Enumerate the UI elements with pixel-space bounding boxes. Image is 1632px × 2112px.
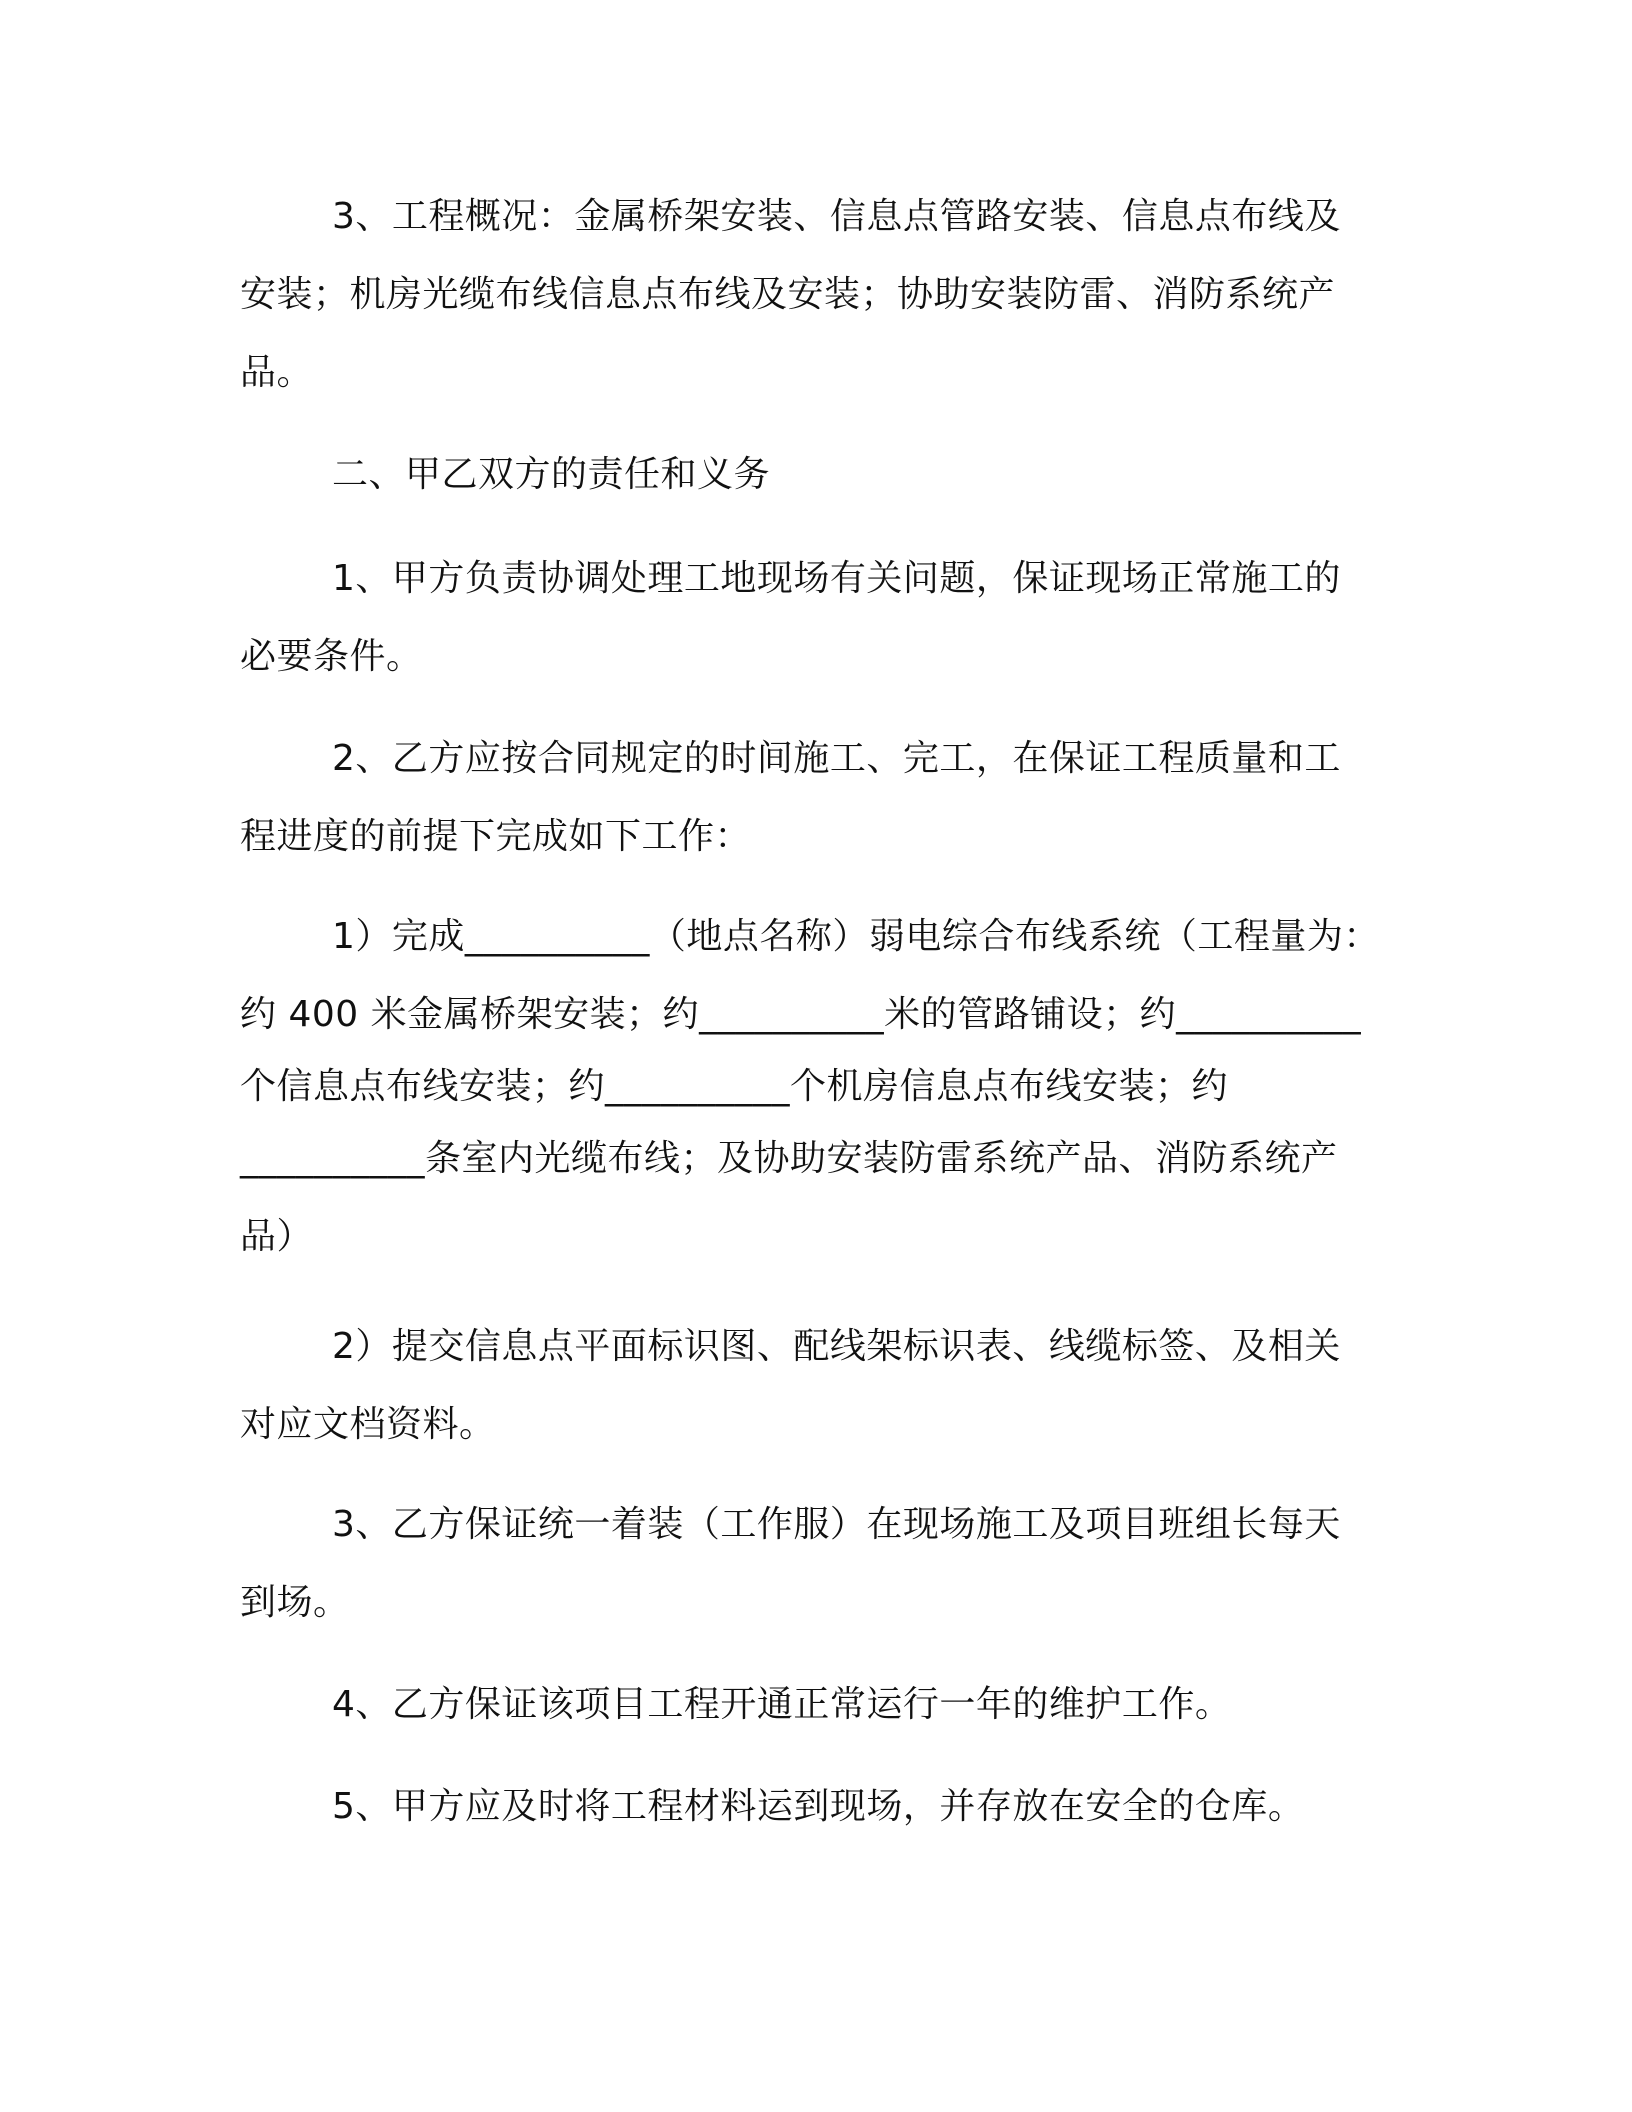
- text-line: 5、甲方应及时将工程材料运到现场，并存放在安全的仓库。: [332, 1786, 1305, 1827]
- text-line: 1）完成__________（地点名称）弱电综合布线系统（工程量为：: [332, 916, 1380, 957]
- text-line: 1、甲方负责协调处理工地现场有关问题，保证现场正常施工的: [332, 558, 1341, 599]
- text-line: 品）: [240, 1216, 314, 1257]
- text-line: 4、乙方保证该项目工程开通正常运行一年的维护工作。: [332, 1684, 1232, 1725]
- paragraph-clause-1: [240, 540, 1382, 696]
- text-line: 品。: [240, 352, 314, 393]
- paragraph-subitem-1: [240, 898, 1382, 1276]
- text-line: 对应文档资料。: [240, 1404, 496, 1445]
- paragraph-clause-2: [240, 720, 1382, 876]
- text-line: __________条室内光缆布线；及协助安装防雷系统产品、消防系统产: [240, 1138, 1338, 1179]
- section-heading: 二、甲乙双方的责任和义务: [332, 454, 771, 495]
- text-line: 约 400 米金属桥架安装；约__________米的管路铺设；约__________: [240, 994, 1362, 1035]
- paragraph-subitem-2: [240, 1308, 1382, 1464]
- text-line: 个信息点布线安装；约__________个机房信息点布线安装；约: [240, 1066, 1229, 1107]
- text-line: 安装；机房光缆布线信息点布线及安装；协助安装防雷、消防系统产: [240, 274, 1336, 315]
- text-line: 到场。: [240, 1582, 350, 1623]
- paragraph-clause-5: [240, 1768, 1382, 1846]
- section-heading-responsibilities: [240, 436, 1382, 514]
- text-line: 3、乙方保证统一着装（工作服）在现场施工及项目班组长每天: [332, 1504, 1341, 1545]
- paragraph-clause-3: [240, 1486, 1382, 1642]
- text-line: 3、工程概况：金属桥架安装、信息点管路安装、信息点布线及: [332, 196, 1341, 237]
- text-line: 2）提交信息点平面标识图、配线架标识表、线缆标签、及相关: [332, 1326, 1341, 1367]
- text-line: 2、乙方应按合同规定的时间施工、完工，在保证工程质量和工: [332, 738, 1341, 779]
- text-line: 程进度的前提下完成如下工作：: [240, 816, 752, 857]
- paragraph-project-overview: [240, 178, 1382, 412]
- text-line: 必要条件。: [240, 636, 423, 677]
- paragraph-clause-4: [240, 1666, 1382, 1744]
